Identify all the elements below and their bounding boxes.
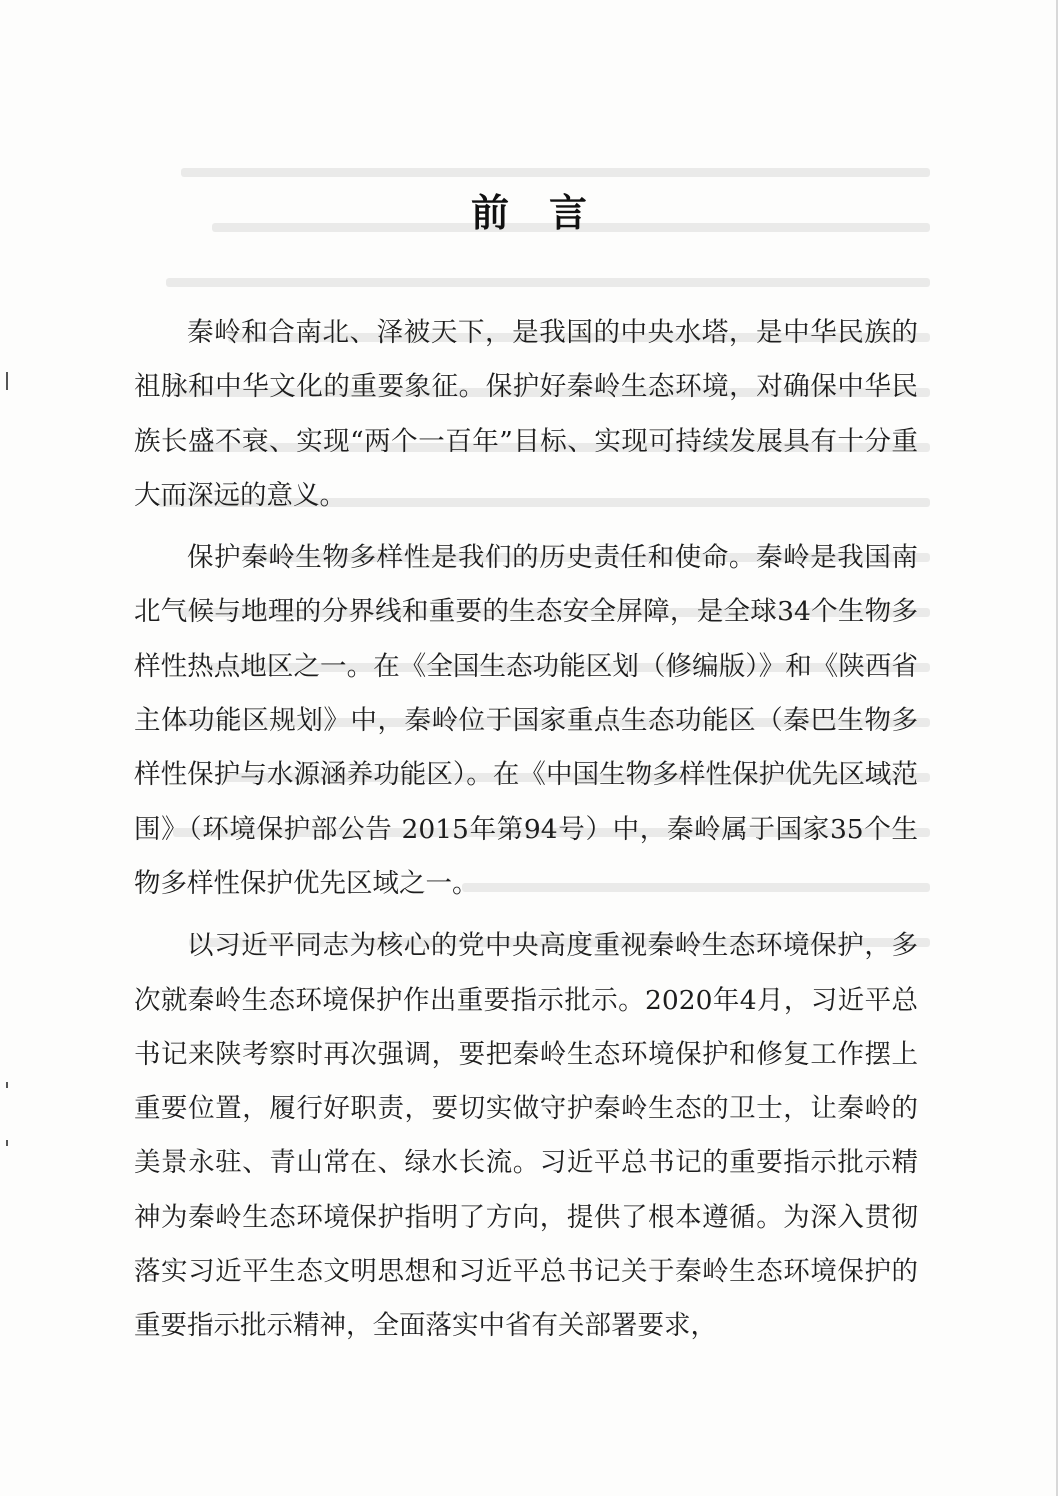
paragraph: 以习近平同志为核心的党中央高度重视秦岭生态环境保护，多次就秦岭生态环境保护作出重要指示批示。2020年4月，习近平总书记来陕考察时再次强调，要把秦岭生态环境保护和修复工作摆上重要位置，履行好职责，要切实做守护秦岭生态的卫士，让秦岭的美景永驻、青山常在、绿水长流。习近平总书记的重要指示批示精神为秦岭生态环境保护指明了方向，提供了根本遵循。为深入贯彻落实习近平生态文明思想和习近平总书记关于秦岭生态环境保护的重要指示批示精神，全面落实中省有关部署要求， xyxy=(134,930,918,1342)
paragraph: 保护秦岭生物多样性是我们的历史责任和使命。秦岭是我国南北气候与地理的分界线和重要的生态安全屏障，是全球34个生物多样性热点地区之一。在《全国生态功能区划（修编版）》和《陕西省主体功能区规划》中，秦岭位于国家重点生态功能区（秦巴生物多样性保护与水源涵养功能区）。在《中国生物多样性保护优先区域范围》（环境保护部公告 2015年第94号）中，秦岭属于国家35个生物多样性保护优先区域之一。 xyxy=(134,542,918,899)
scan-edge-mark xyxy=(6,1082,8,1088)
page-title: 前言 xyxy=(470,191,627,235)
paragraph: 秦岭和合南北、泽被天下，是我国的中央水塔，是中华民族的祖脉和中华文化的重要象征。保护好秦岭生态环境，对确保中华民族长盛不衰、实现“两个一百年”目标、实现可持续发展具有十分重大而深远的意义。 xyxy=(134,317,918,511)
scan-edge-mark xyxy=(6,372,8,390)
document-body xyxy=(134,306,918,1362)
scan-edge-mark xyxy=(6,1140,8,1146)
